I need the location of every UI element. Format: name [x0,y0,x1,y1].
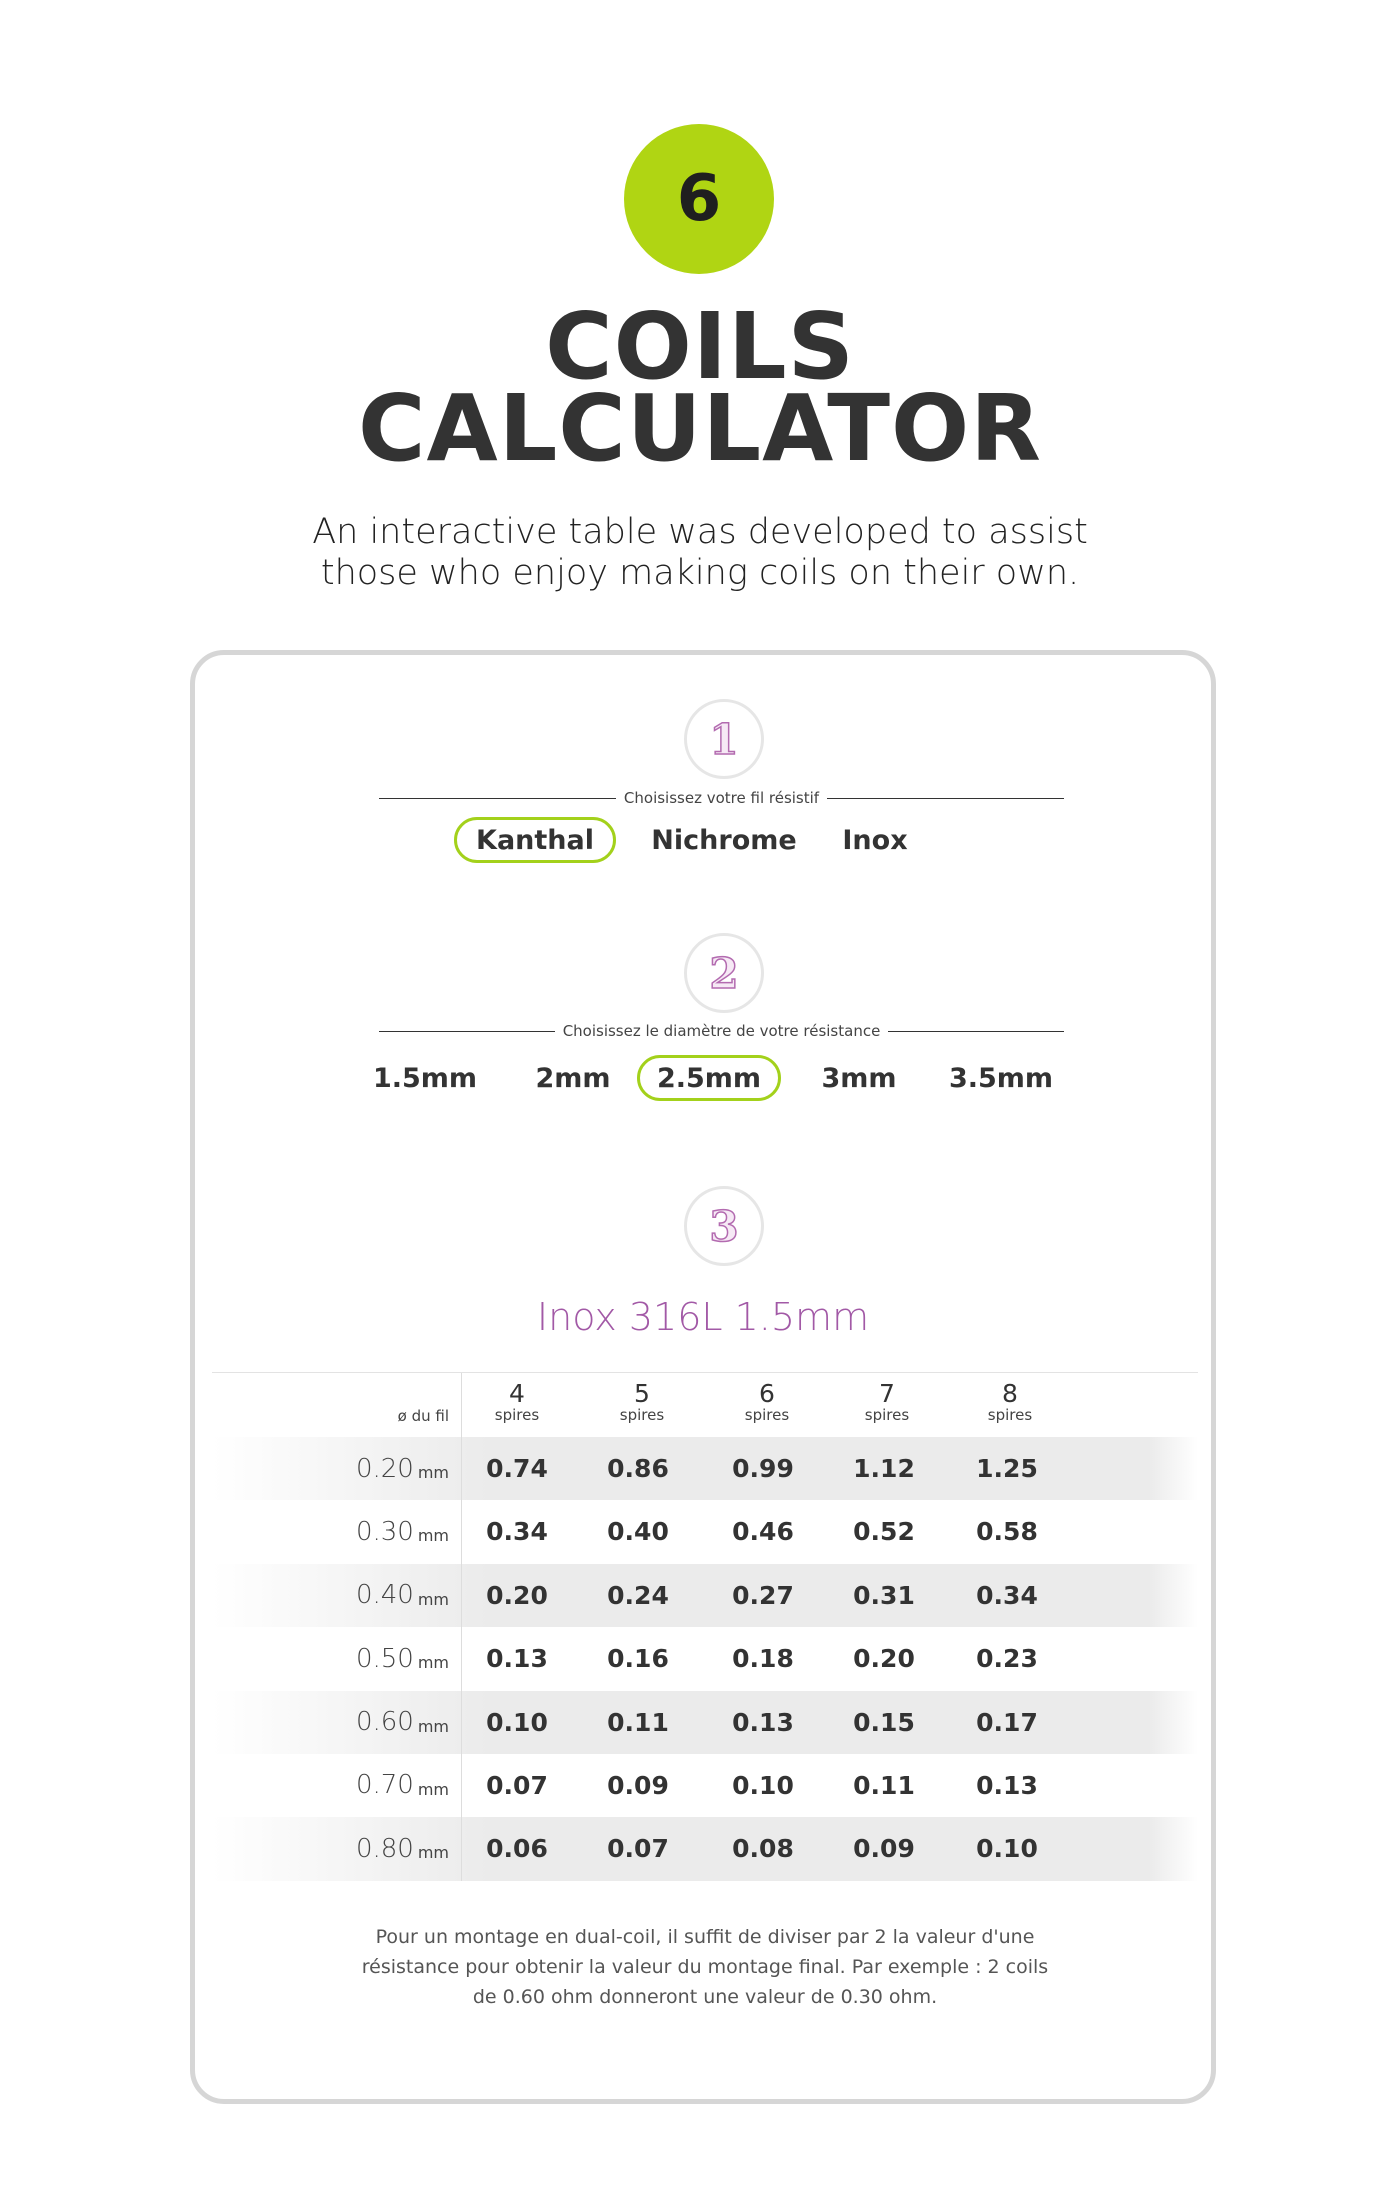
resistance-value-cell: 0.10 [732,1770,794,1800]
wire-diameter-cell [212,1437,449,1500]
wire-diameter-value: 0.30 [355,1516,414,1547]
column-divider [461,1500,462,1563]
column-divider [461,1817,462,1880]
column-unit: spires [864,1406,910,1424]
resistance-value-cell: 0.58 [976,1517,1038,1547]
resistance-value-cell: 0.07 [486,1770,548,1800]
wire-diameter-unit: mm [417,1779,449,1799]
resistance-value-cell: 0.46 [732,1517,794,1547]
wire-diameter-unit: mm [417,1463,449,1482]
resistance-value-cell: 0.15 [853,1707,915,1737]
column-unit: spires [494,1406,540,1424]
wire-diameter-cell [212,1691,449,1754]
resistance-value-cell: 0.13 [976,1770,1038,1800]
column-divider [461,1627,462,1690]
step-1-number: 1 [684,699,764,779]
wire-diameter-value: 0.60 [355,1707,414,1738]
table-row [212,1627,1198,1690]
column-divider [461,1564,462,1627]
column-unit: spires [619,1406,665,1424]
wire-diameter-cell [212,1627,449,1690]
wire-option-inox[interactable]: Inox [842,824,908,856]
table-body [212,1437,1198,1881]
resistance-value-cell: 0.20 [486,1580,548,1610]
column-header [602,1381,682,1423]
column-header [477,1381,557,1423]
resistance-value-cell: 0.20 [853,1644,915,1674]
step-number-badge: 6 [624,124,774,274]
column-divider [461,1691,462,1754]
column-count: 7 [879,1379,895,1408]
resistance-value-cell: 0.09 [853,1834,915,1864]
title-line-2: CALCULATOR [357,375,1043,482]
wire-diameter-cell [212,1817,449,1880]
wire-option-nichrome[interactable]: Nichrome [651,824,797,856]
wire-legend-text: Choisissez votre fil résistif [623,789,820,807]
resistance-value-cell: 0.74 [486,1454,548,1483]
page-title [0,293,1400,482]
wire-diameter-cell [212,1754,449,1817]
resistance-value-cell: 0.11 [607,1707,669,1737]
column-count: 5 [634,1379,650,1408]
wire-diameter-value: 0.20 [355,1453,414,1484]
table-row [212,1564,1198,1627]
column-divider [461,1437,462,1500]
resistance-value-cell: 1.12 [853,1454,915,1483]
resistance-value-cell: 1.25 [976,1454,1038,1483]
column-header [727,1381,807,1423]
wire-diameter-cell [212,1500,449,1563]
wire-diameter-unit: mm [417,1653,449,1673]
column-divider [461,1754,462,1817]
diameter-option-3mm[interactable]: 3mm [821,1062,897,1094]
resistance-table [212,1372,1198,1881]
diameter-option-1-5mm[interactable]: 1.5mm [372,1062,478,1094]
resistance-value-cell: 0.27 [732,1580,794,1610]
column-count: 8 [1002,1379,1018,1408]
table-row [212,1500,1198,1563]
table-row [212,1817,1198,1880]
wire-diameter-unit: mm [417,1716,449,1736]
column-unit: spires [987,1406,1033,1424]
table-row [212,1691,1198,1754]
resistance-value-cell: 0.13 [486,1644,548,1674]
resistance-value-cell: 0.06 [486,1834,548,1864]
resistance-value-cell: 0.11 [853,1770,915,1800]
resistance-value-cell: 0.17 [976,1707,1038,1737]
legend-rule-left [379,798,616,799]
result-title: Inox 316L 1.5mm [536,1295,870,1339]
resistance-value-cell: 0.07 [607,1834,669,1864]
diameter-option-2-5mm[interactable]: 2.5mm [637,1055,781,1101]
wire-diameter-value: 0.80 [355,1833,414,1864]
diameter-legend [379,1019,1064,1043]
legend-rule-right [827,798,1064,799]
resistance-value-cell: 0.31 [853,1580,915,1610]
column-header [847,1381,927,1423]
resistance-value-cell: 0.52 [853,1517,915,1547]
legend-rule-right [888,1031,1064,1032]
wire-diameter-unit: mm [417,1843,449,1863]
resistance-value-cell: 0.34 [976,1580,1038,1610]
resistance-value-cell: 0.23 [976,1644,1038,1674]
resistance-value-cell: 0.16 [607,1644,669,1674]
column-divider [461,1373,462,1437]
resistance-value-cell: 0.18 [732,1644,794,1674]
wire-diameter-value: 0.70 [355,1770,414,1801]
table-row [212,1754,1198,1817]
step-3-number: 3 [684,1186,764,1266]
diameter-option-2mm[interactable]: 2mm [535,1062,611,1094]
wire-diameter-unit: mm [417,1526,449,1546]
wire-diameter-unit: mm [417,1589,449,1609]
resistance-value-cell: 0.09 [607,1770,669,1800]
resistance-value-cell: 0.34 [486,1517,548,1547]
dual-coil-footnote: Pour un montage en dual-coil, il suffit de diviser par 2 la valeur d'une résistance pour obtenir la valeur du montage final. Par exemple : 2 coils de 0.60 ohm donneront une valeur de 0.30 ohm. [361,1926,1049,2008]
resistance-value-cell: 0.10 [486,1707,548,1737]
step-2-number: 2 [684,933,764,1013]
diameter-option-3-5mm[interactable]: 3.5mm [948,1062,1054,1094]
diameter-legend-text: Choisissez le diamètre de votre résistance [562,1022,881,1040]
table-header [212,1372,1198,1437]
resistance-value-cell: 0.24 [607,1580,669,1610]
column-header [970,1381,1050,1423]
column-count: 4 [509,1379,525,1408]
wire-option-kanthal[interactable]: Kanthal [454,817,616,863]
subtitle-line-2: those who enjoy making coils on their own. [320,553,1080,593]
column-unit: spires [744,1406,790,1424]
row-header-label: ø du fil [397,1407,449,1425]
column-count: 6 [759,1379,775,1408]
legend-rule-left [379,1031,555,1032]
resistance-value-cell: 0.08 [732,1834,794,1864]
wire-legend [379,786,1064,810]
wire-diameter-cell [212,1564,449,1627]
subtitle-line-1: An interactive table was developed to assist [312,512,1088,552]
table-row [212,1437,1198,1500]
title-line-1: COILS [545,293,855,400]
resistance-value-cell: 0.13 [732,1707,794,1737]
resistance-value-cell: 0.10 [976,1834,1038,1864]
resistance-value-cell: 0.86 [607,1454,669,1483]
wire-diameter-value: 0.40 [355,1580,414,1611]
resistance-value-cell: 0.99 [732,1454,794,1483]
page-subtitle [0,512,1400,594]
resistance-value-cell: 0.40 [607,1517,669,1547]
wire-diameter-value: 0.50 [355,1643,414,1674]
